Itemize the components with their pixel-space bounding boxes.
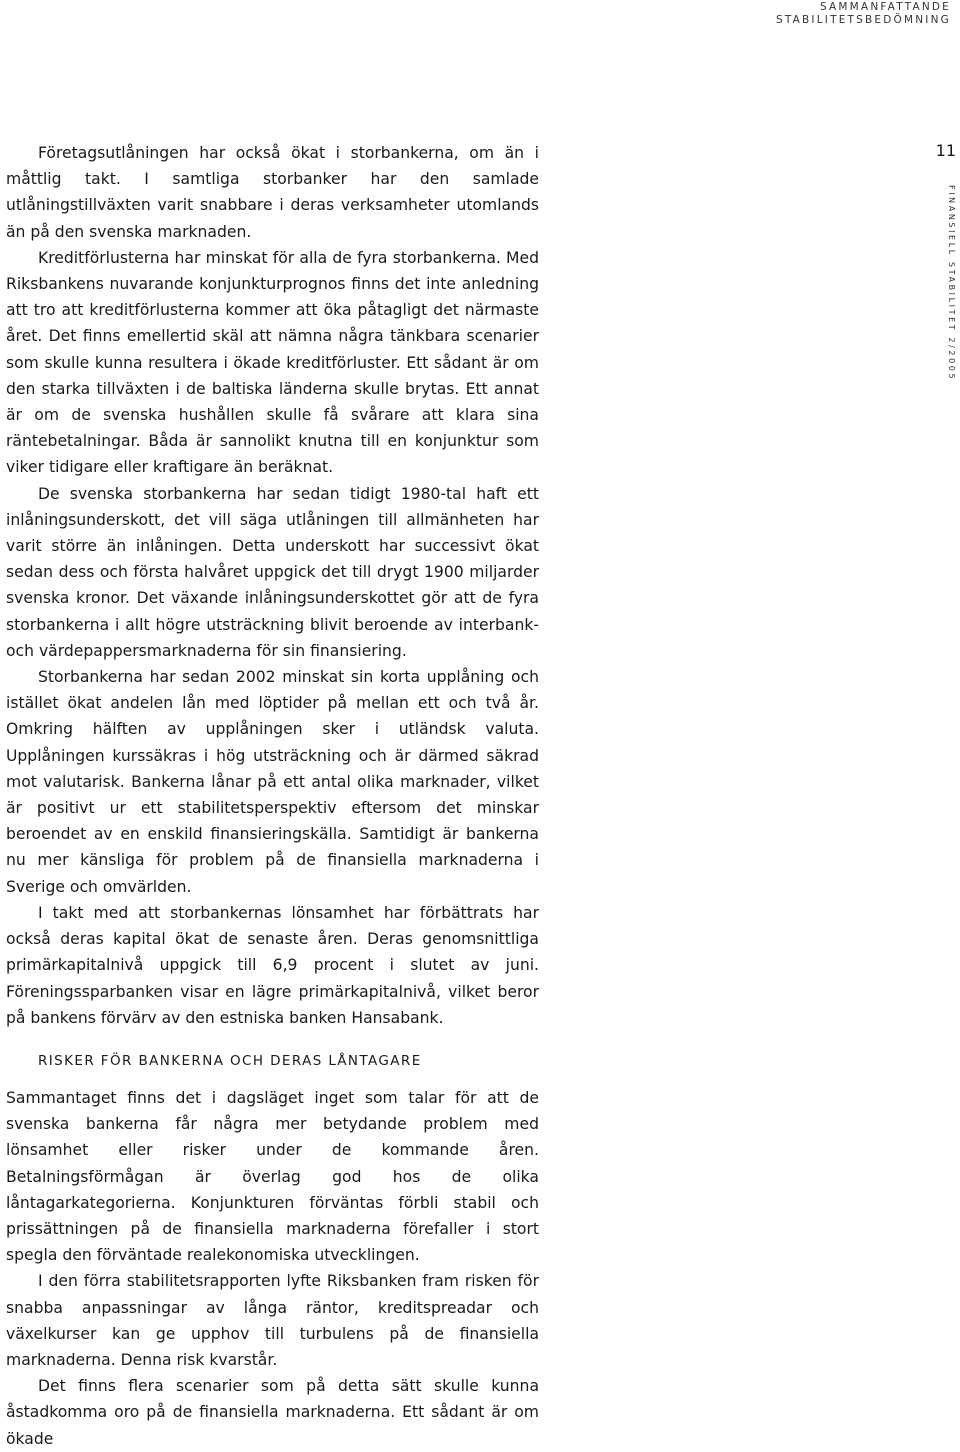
section-heading: RISKER FÖR BANKERNA OCH DERAS LÅNTAGARE — [38, 1052, 422, 1069]
page-number: 11 — [935, 141, 956, 160]
paragraph: I den förra stabilitetsrapporten lyfte Riksbanken fram risken för snabba anpassningar av långa räntor, kreditspreadar och växelkurser kan ge upphov till turbulens på de finansiella marknaderna. Denna risk kvarstår. — [6, 1272, 539, 1369]
paragraph: Det finns flera scenarier som på detta sätt skulle kunna åstadkomma oro på de finansiella marknaderna. Ett sådant är om ökade — [6, 1377, 539, 1448]
running-header-line-1: SAMMANFATTANDE — [819, 1, 951, 13]
paragraph: Företagsutlåningen har också ökat i storbankerna, om än i måttlig takt. I samtliga storbanker har den samlade utlåningstillväxten varit snabbare i deras verksamheter utomlands än på den svenska marknaden. — [6, 144, 539, 241]
running-header — [711, 1, 951, 27]
paragraph: Sammantaget finns det i dagsläget inget som talar för att de svenska bankerna får några mer betydande problem med lönsamhet eller risker under de kommande åren. Betalningsförmågan är överlag god hos de olika låntagarkategorierna. Konjunkturen förväntas förbli stabil och prissättningen på de finansiella marknaderna förefaller i stort spegla den förväntade realekonomiska utvecklingen. — [6, 1088, 539, 1265]
paragraph: Kreditförlusterna har minskat för alla de fyra storbankerna. Med Riksbankens nuvarande konjunkturprognos finns det inte anledning att tro att kreditförlusterna kommer att öka påtagligt det närmaste året. Det finns emellertid skäl att nämna några tänkbara scenarier som skulle kunna resultera i ökade kreditförluster. Ett sådant är om den starka tillväxten i de baltiska länderna skulle brytas. Ett annat är om de svenska hushållen skulle få svårare att klara sina räntebetalningar. Båda är sannolikt knutna till en konjunktur som viker tidigare eller kraftigare än beräknat. — [6, 248, 539, 477]
body-text — [6, 140, 539, 1452]
paragraph: De svenska storbankerna har sedan tidigt 1980-tal haft ett inlåningsunderskott, det vill säga utlåningen till allmänheten har varit större än inlåningen. Detta underskott har successivt ökat sedan dess och första halvåret uppgick det till drygt 1900 miljarder svenska kronor. Det växande inlåningsunderskottet gör att de fyra storbankerna i allt högre utsträckning blivit beroende av interbank- och värdepappersmarknaderna för sin finansiering. — [6, 484, 539, 660]
paragraph: Storbankerna har sedan 2002 minskat sin korta upplåning och istället ökat andelen lån med löptider på mellan ett och två år. Omkring hälften av upplåningen sker i utländsk valuta. Upplåningen kurssäkras i hög utsträckning och är därmed säkrad mot valutarisk. Bankerna lånar på ett antal olika marknader, vilket är positivt ur ett stabilitetsperspektiv eftersom det minskar beroendet av en enskild finansieringskälla. Samtidigt är bankerna nu mer känsliga för problem på de finansiella marknaderna i Sverige och omvärlden. — [6, 668, 539, 896]
paragraph: I takt med att storbankernas lönsamhet har förbättrats har också deras kapital ökat de senaste åren. Deras genomsnittliga primärkapitalnivå uppgick till 6,9 procent i slutet av juni. Föreningssparbanken visar en lägre primärkapitalnivå, vilket beror på bankens förvärv av den estniska banken Hansabank. — [6, 903, 539, 1027]
side-publication-label: FINANSIELL STABILITET 2/2005 — [947, 185, 956, 382]
running-header-line-2: STABILITETSBEDÖMNING — [775, 14, 951, 26]
